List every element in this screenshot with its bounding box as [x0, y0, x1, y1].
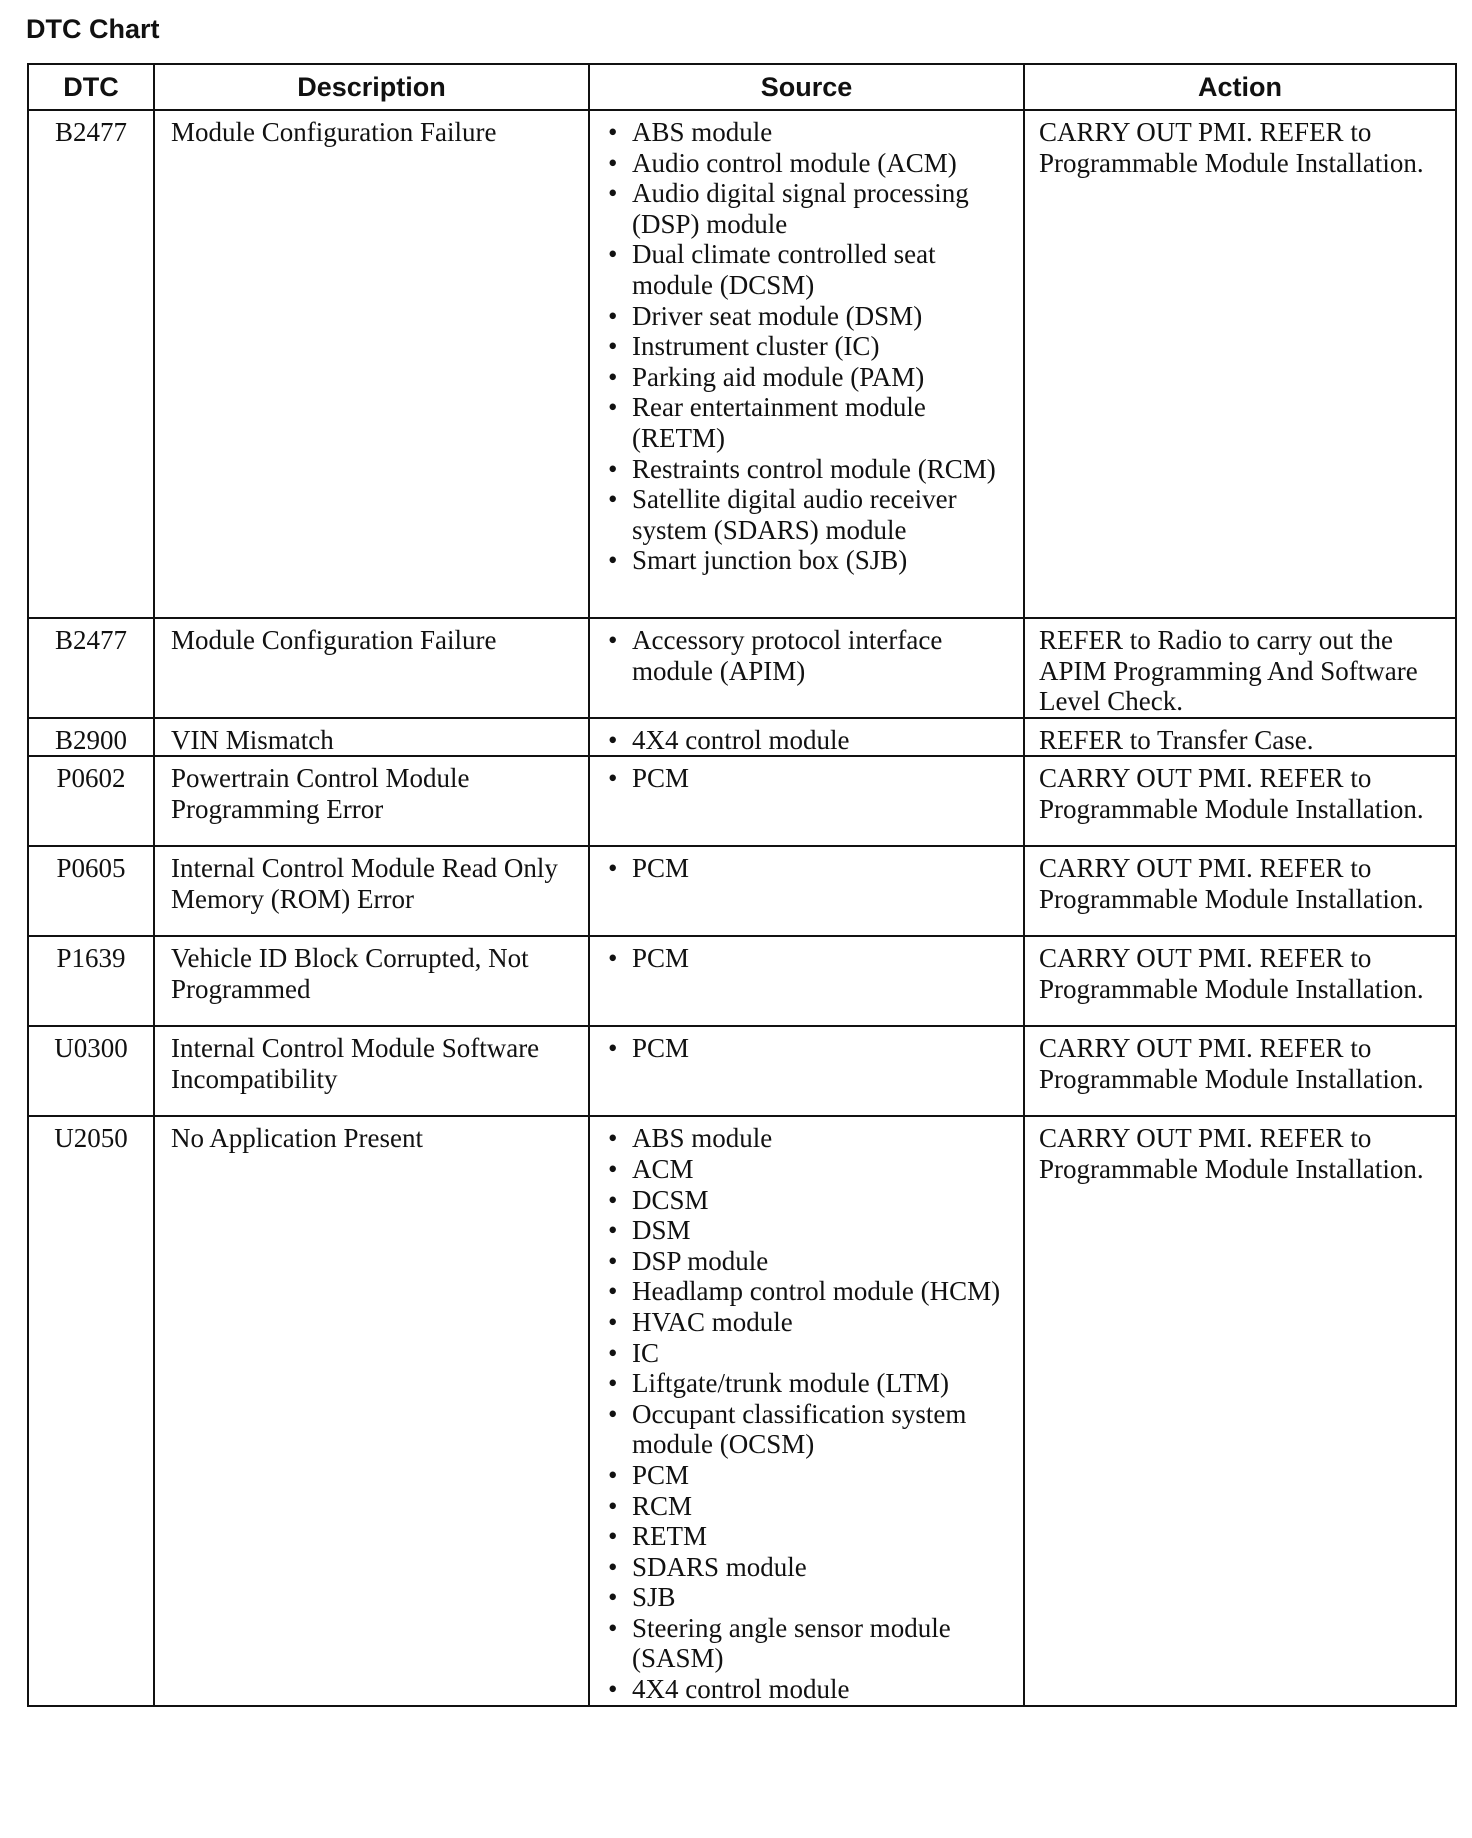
description-cell: Module Configuration Failure [154, 110, 589, 618]
column-header-action: Action [1024, 64, 1456, 110]
source-list-item: • Audio digital signal processing (DSP) module [606, 178, 1017, 239]
description-cell: No Application Present [154, 1116, 589, 1705]
description-cell: Module Configuration Failure [154, 618, 589, 718]
dtc-code-cell: P0602 [28, 756, 154, 846]
action-cell: REFER to Transfer Case. [1024, 718, 1456, 757]
source-list-item: • RETM [606, 1521, 1017, 1552]
source-list [606, 625, 1017, 686]
source-list-item: • Occupant classification system module (OCSM) [606, 1399, 1017, 1460]
source-list-item: • PCM [606, 1460, 1017, 1491]
source-list-item: • PCM [606, 853, 1017, 884]
source-list-item: • Headlamp control module (HCM) [606, 1276, 1017, 1307]
column-header-source: Source [589, 64, 1024, 110]
source-list-item: • ACM [606, 1154, 1017, 1185]
source-list-item: • Instrument cluster (IC) [606, 331, 1017, 362]
dtc-code-cell: B2900 [28, 718, 154, 757]
source-list-item: • HVAC module [606, 1307, 1017, 1338]
source-cell [589, 756, 1024, 846]
source-list-item: • IC [606, 1338, 1017, 1369]
dtc-code-cell: B2477 [28, 110, 154, 618]
source-cell [589, 110, 1024, 618]
table-row [28, 756, 1456, 846]
table-row [28, 1026, 1456, 1116]
dtc-table [27, 63, 1457, 1707]
source-list-item: • SJB [606, 1582, 1017, 1613]
source-list-item: • 4X4 control module [606, 725, 1017, 756]
source-list-item: • Smart junction box (SJB) [606, 545, 1017, 576]
column-header-dtc: DTC [28, 64, 154, 110]
source-cell [589, 618, 1024, 718]
source-list-item: • ABS module [606, 117, 1017, 148]
source-list-item: • PCM [606, 763, 1017, 794]
column-header-description: Description [154, 64, 589, 110]
source-list-item: • 4X4 control module [606, 1674, 1017, 1705]
source-list-item: • Driver seat module (DSM) [606, 301, 1017, 332]
source-list-item: • Dual climate controlled seat module (DCSM) [606, 239, 1017, 300]
source-list [606, 1033, 1017, 1064]
action-cell: REFER to Radio to carry out the APIM Programming And Software Level Check. [1024, 618, 1456, 718]
table-row [28, 110, 1456, 618]
description-cell: Powertrain Control Module Programming Error [154, 756, 589, 846]
description-cell: Internal Control Module Read Only Memory (ROM) Error [154, 846, 589, 936]
source-list-item: • Audio control module (ACM) [606, 148, 1017, 179]
action-cell: CARRY OUT PMI. REFER to Programmable Module Installation. [1024, 1116, 1456, 1705]
source-list-item: • SDARS module [606, 1552, 1017, 1583]
action-cell: CARRY OUT PMI. REFER to Programmable Module Installation. [1024, 846, 1456, 936]
source-cell [589, 846, 1024, 936]
source-list [606, 117, 1017, 576]
table-row [28, 846, 1456, 936]
source-list-item: • PCM [606, 943, 1017, 974]
source-list-item: • Satellite digital audio receiver system (SDARS) module [606, 484, 1017, 545]
source-list-item: • Accessory protocol interface module (APIM) [606, 625, 1017, 686]
source-list [606, 853, 1017, 884]
table-body [28, 110, 1456, 1706]
source-list-item: • Rear entertainment module (RETM) [606, 392, 1017, 453]
table-header-row [28, 64, 1456, 110]
action-cell: CARRY OUT PMI. REFER to Programmable Module Installation. [1024, 936, 1456, 1026]
dtc-code-cell: U0300 [28, 1026, 154, 1116]
description-cell: Internal Control Module Software Incompatibility [154, 1026, 589, 1116]
source-list-item: • Restraints control module (RCM) [606, 454, 1017, 485]
source-list-item: • DSP module [606, 1246, 1017, 1277]
table-row [28, 1116, 1456, 1705]
dtc-code-cell: P0605 [28, 846, 154, 936]
action-cell: CARRY OUT PMI. REFER to Programmable Module Installation. [1024, 1026, 1456, 1116]
source-list-item: • DCSM [606, 1185, 1017, 1216]
source-cell [589, 936, 1024, 1026]
source-list-item: • Liftgate/trunk module (LTM) [606, 1368, 1017, 1399]
source-list-item: • Parking aid module (PAM) [606, 362, 1017, 393]
source-list-item: • Steering angle sensor module (SASM) [606, 1613, 1017, 1674]
action-cell: CARRY OUT PMI. REFER to Programmable Module Installation. [1024, 756, 1456, 846]
dtc-code-cell: U2050 [28, 1116, 154, 1705]
dtc-code-cell: B2477 [28, 618, 154, 718]
source-cell [589, 1026, 1024, 1116]
source-list-item: • PCM [606, 1033, 1017, 1064]
table-row [28, 718, 1456, 757]
source-cell [589, 1116, 1024, 1705]
description-cell: Vehicle ID Block Corrupted, Not Programmed [154, 936, 589, 1026]
source-list [606, 763, 1017, 794]
action-cell: CARRY OUT PMI. REFER to Programmable Module Installation. [1024, 110, 1456, 618]
page-title: DTC Chart [26, 14, 160, 44]
source-list-item: • RCM [606, 1491, 1017, 1522]
source-cell [589, 718, 1024, 757]
table-row [28, 618, 1456, 718]
source-list [606, 1123, 1017, 1704]
dtc-code-cell: P1639 [28, 936, 154, 1026]
source-list [606, 725, 1017, 756]
source-list-item: • DSM [606, 1215, 1017, 1246]
description-cell: VIN Mismatch [154, 718, 589, 757]
table-row [28, 936, 1456, 1026]
source-list-item: • ABS module [606, 1123, 1017, 1154]
source-list [606, 943, 1017, 974]
